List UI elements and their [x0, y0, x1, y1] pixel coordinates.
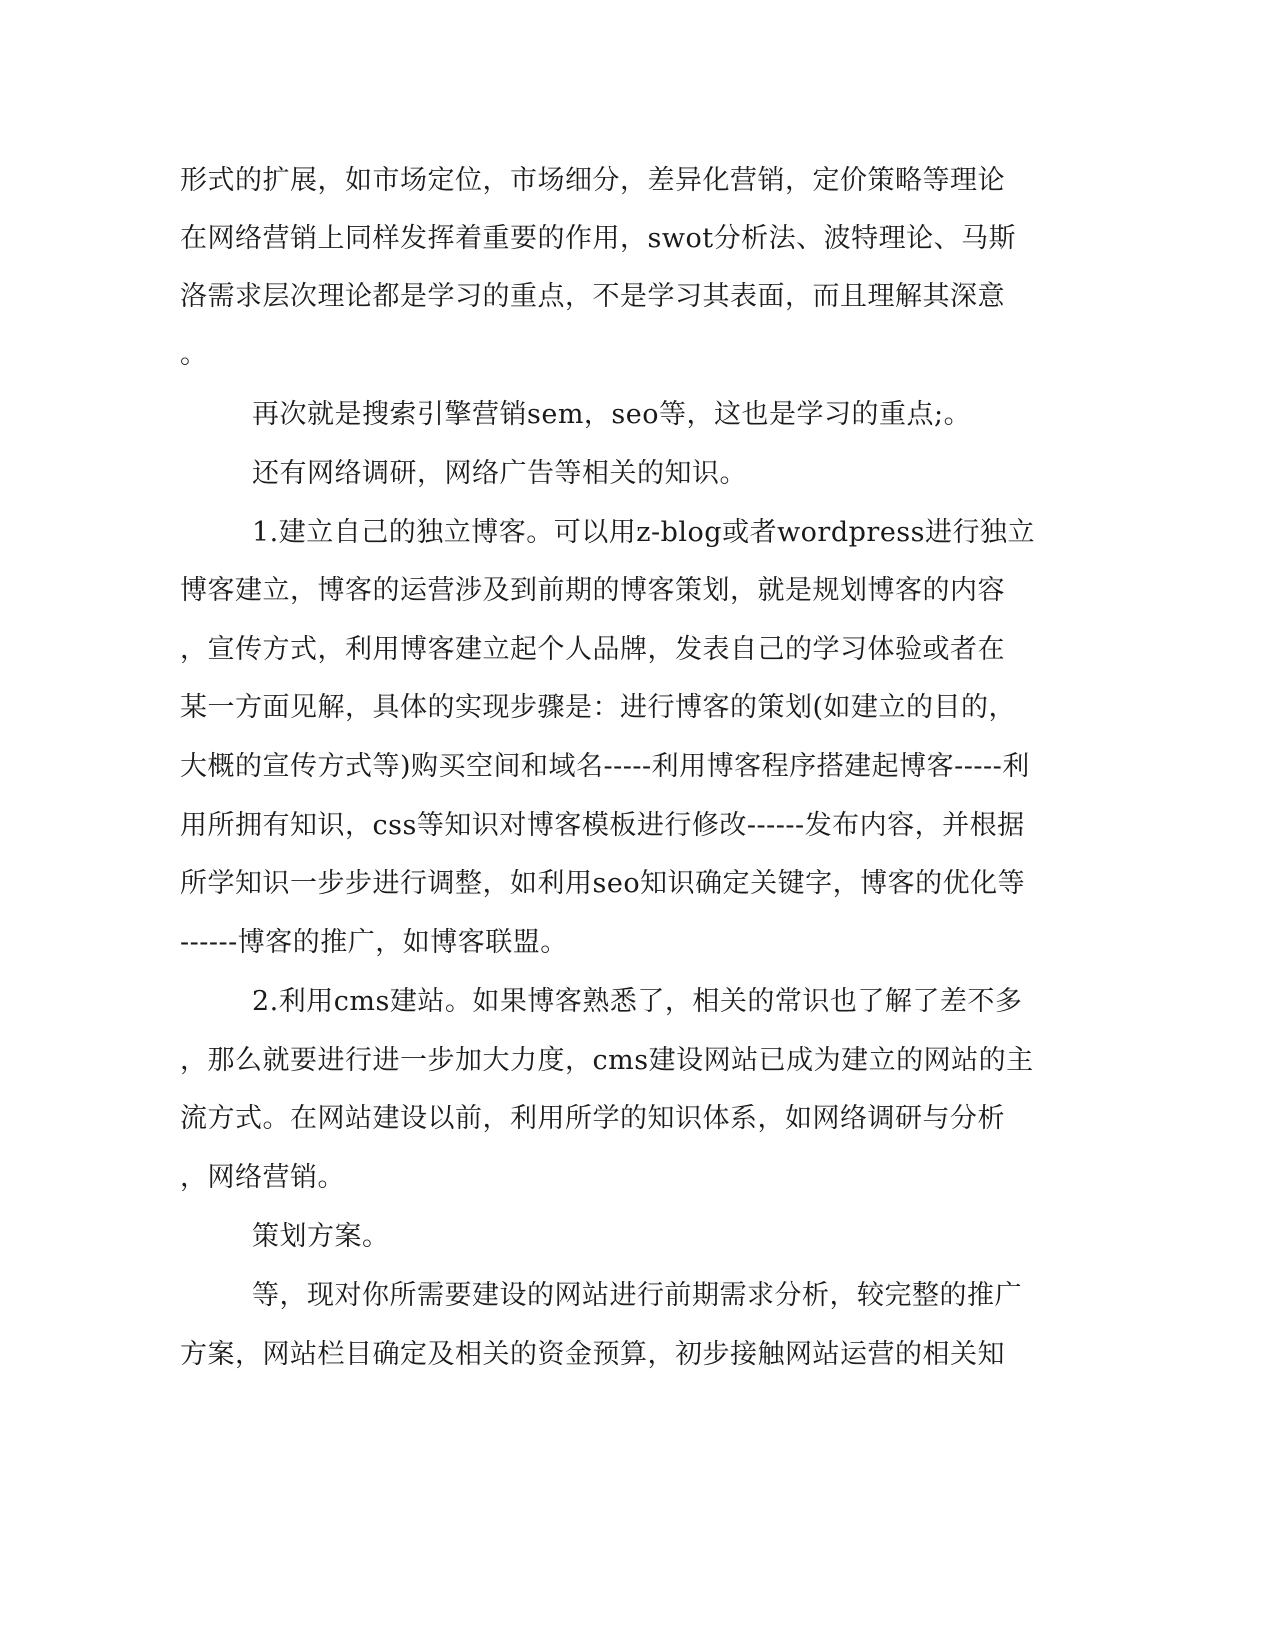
- text-line: 2.利用cms建站。如果博客熟悉了，相关的常识也了解了差不多: [252, 986, 1023, 1017]
- text-line: ，网络营销。: [180, 1162, 345, 1193]
- text-line: ，那么就要进行进一步加大力度，cms建设网站已成为建立的网站的主: [180, 1045, 1034, 1076]
- text-line: 还有网络调研，网络广告等相关的知识。: [252, 458, 747, 489]
- text-line: 策划方案。: [252, 1221, 390, 1252]
- text-line: ------博客的推广，如博客联盟。: [180, 927, 568, 958]
- text-line: 方案，网站栏目确定及相关的资金预算，初步接触网站运营的相关知: [180, 1339, 1005, 1370]
- text-line: 再次就是搜索引擎营销sem，seo等，这也是学习的重点;。: [252, 399, 972, 430]
- text-line: 形式的扩展，如市场定位，市场细分，差异化营销，定价策略等理论: [180, 165, 1005, 196]
- text-line: 博客建立，博客的运营涉及到前期的博客策划，就是规划博客的内容: [180, 575, 1005, 606]
- text-line: 。: [180, 339, 208, 370]
- text-line: 在网络营销上同样发挥着重要的作用，swot分析法、波特理论、马斯: [180, 223, 1017, 254]
- text-line: ，宣传方式，利用博客建立起个人品牌，发表自己的学习体验或者在: [180, 634, 1005, 665]
- text-line: 用所拥有知识，css等知识对博客模板进行修改------发布内容，并根据: [180, 810, 1025, 841]
- text-line: 所学知识一步步进行调整，如利用seo知识确定关键字，博客的优化等: [180, 868, 1026, 899]
- text-line: 大概的宣传方式等)购买空间和域名-----利用博客程序搭建起博客-----利: [180, 751, 1030, 782]
- text-line: 等，现对你所需要建设的网站进行前期需求分析，较完整的推广: [252, 1280, 1022, 1311]
- text-line: 某一方面见解，具体的实现步骤是：进行博客的策划(如建立的目的，: [180, 692, 1017, 723]
- text-line: 1.建立自己的独立博客。可以用z-blog或者wordpress进行独立: [252, 517, 1036, 548]
- text-line: 洛需求层次理论都是学习的重点，不是学习其表面，而且理解其深意: [180, 281, 1005, 312]
- text-line: 流方式。在网站建设以前，利用所学的知识体系，如网络调研与分析: [180, 1103, 1005, 1134]
